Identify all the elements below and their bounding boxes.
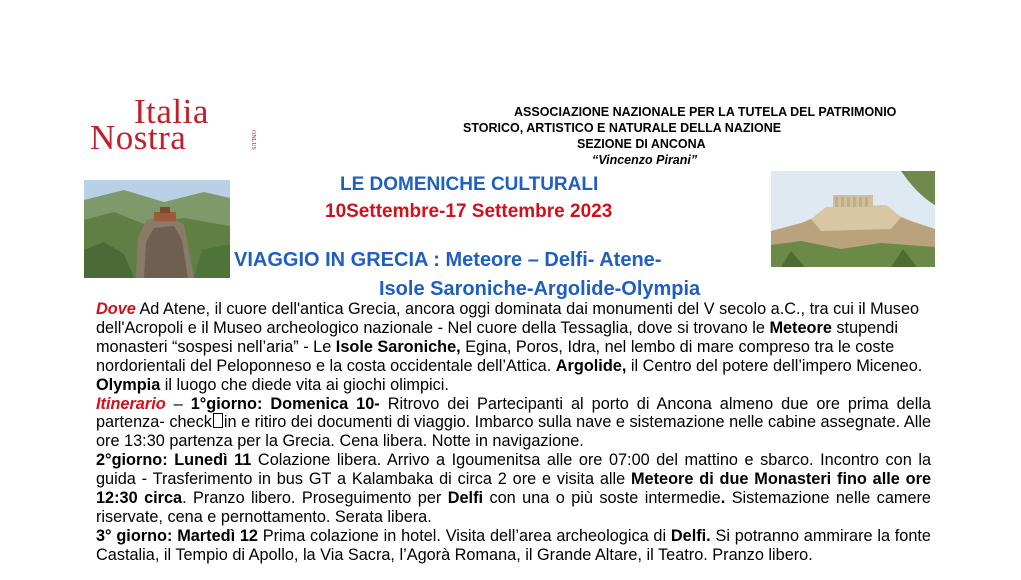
day2-text: Colazione libera. Arrivo a Igoumenitsa alle ore 07:00 del mattino e sbarco. Incontro con la guida - Trasferimento in bus GT a Kalambaka di circa 2 ore e visita alle bbox=[96, 451, 932, 489]
logo-line1: Italia bbox=[134, 92, 209, 131]
dove-bold: Olympia bbox=[96, 375, 161, 394]
day2-bold: . bbox=[720, 489, 726, 508]
dove-text: il luogo che diede vita ai giochi olimpici. bbox=[160, 375, 449, 394]
association-line1: ASSOCIAZIONE NAZIONALE PER LA TUTELA DEL PATRIMONIO bbox=[514, 105, 897, 119]
day2-text: . Pranzo libero. Proseguimento per bbox=[182, 489, 448, 508]
dove-label: Dove bbox=[96, 300, 136, 318]
missing-glyph-icon bbox=[213, 413, 223, 428]
day3-text: Prima colazione in hotel. Visita dell’area archeologica di bbox=[257, 526, 671, 545]
day2-paragraph bbox=[96, 451, 931, 527]
day3-text: Si potranno ammirare la fonte Castalia, il Tempio di Apollo, la Via Sacra, l’Agorà Romana, il Grande Altare, il Teatro. Pranzo libero. bbox=[96, 526, 931, 564]
day3-bold: Delfi. bbox=[670, 526, 711, 545]
day1-paragraph bbox=[96, 395, 931, 452]
day1-text: in e ritiro dei documenti di viaggio. Imbarco sulla nave e sistemazione nelle cabine assegnate. Alle ore 13:30 partenza per la Grecia. Cena libera. Notte in navigazione. bbox=[96, 413, 931, 451]
meteora-photo bbox=[84, 180, 230, 278]
document-body bbox=[96, 300, 931, 565]
day3-paragraph bbox=[96, 527, 931, 565]
event-dates: 10Settembre-17 Settembre 2023 bbox=[325, 201, 613, 222]
trip-title-line2: Isole Saroniche-Argolide-Olympia bbox=[379, 278, 701, 300]
italia-nostra-logo bbox=[90, 92, 280, 157]
itinerario-label: Itinerario bbox=[96, 394, 166, 413]
itinerario-dash: – bbox=[165, 394, 191, 413]
logo-tag: ONLUS bbox=[250, 130, 256, 151]
trip-title-line1: VIAGGIO IN GRECIA : Meteore – Delfi- Atene- bbox=[234, 249, 662, 271]
day1-text: Ritrovo dei Partecipanti al porto di Ancona almeno due ore prima della partenza- check bbox=[96, 394, 931, 432]
dove-bold: Meteore bbox=[769, 318, 832, 337]
series-title: LE DOMENICHE CULTURALI bbox=[340, 174, 599, 195]
association-line3: SEZIONE DI ANCONA bbox=[577, 137, 706, 151]
association-line2: STORICO, ARTISTICO E NATURALE DELLA NAZIONE bbox=[463, 121, 782, 135]
day2-bold: Delfi bbox=[447, 489, 484, 508]
dove-bold: Argolide, bbox=[555, 356, 627, 375]
day3-title: 3° giorno: Martedì 12 bbox=[96, 526, 258, 545]
logo-line2: Nostra bbox=[90, 118, 187, 157]
day2-title: 2°giorno: Lunedì 11 bbox=[96, 451, 252, 470]
dove-text: Egina, Poros, Idra, nel lembo di mare compreso tra le coste nordorientali del Peloponneso e la costa occidentale dell’Attica. bbox=[96, 337, 895, 375]
day2-text: Sistemazione nelle camere riservate, cena e pernottamento. Serata libera. bbox=[96, 489, 931, 526]
day2-bold: Meteore di due Monasteri fino alle ore 12:30 circa bbox=[96, 470, 932, 508]
dove-bold: Isole Saroniche, bbox=[335, 337, 461, 356]
dove-text: stupendi monasteri “sospesi nell’aria” - Le bbox=[96, 318, 898, 356]
association-line4: “Vincenzo Pirani” bbox=[592, 153, 698, 167]
dove-text: il Centro del potere dell’impero Miceneo. bbox=[626, 356, 923, 375]
acropolis-photo bbox=[771, 171, 935, 267]
dove-text: Ad Atene, il cuore dell'antica Grecia, ancora oggi dominata dai monumenti del V secolo a.C., tra cui il Museo dell'Acropoli e il Museo archeologico nazionale - Nel cuore della Tessaglia, dove si trovano le bbox=[96, 300, 920, 337]
day1-title: 1°giorno: Domenica 10- bbox=[190, 394, 380, 413]
day2-text: con una o più soste intermedie bbox=[483, 489, 721, 508]
dove-paragraph bbox=[96, 300, 931, 395]
